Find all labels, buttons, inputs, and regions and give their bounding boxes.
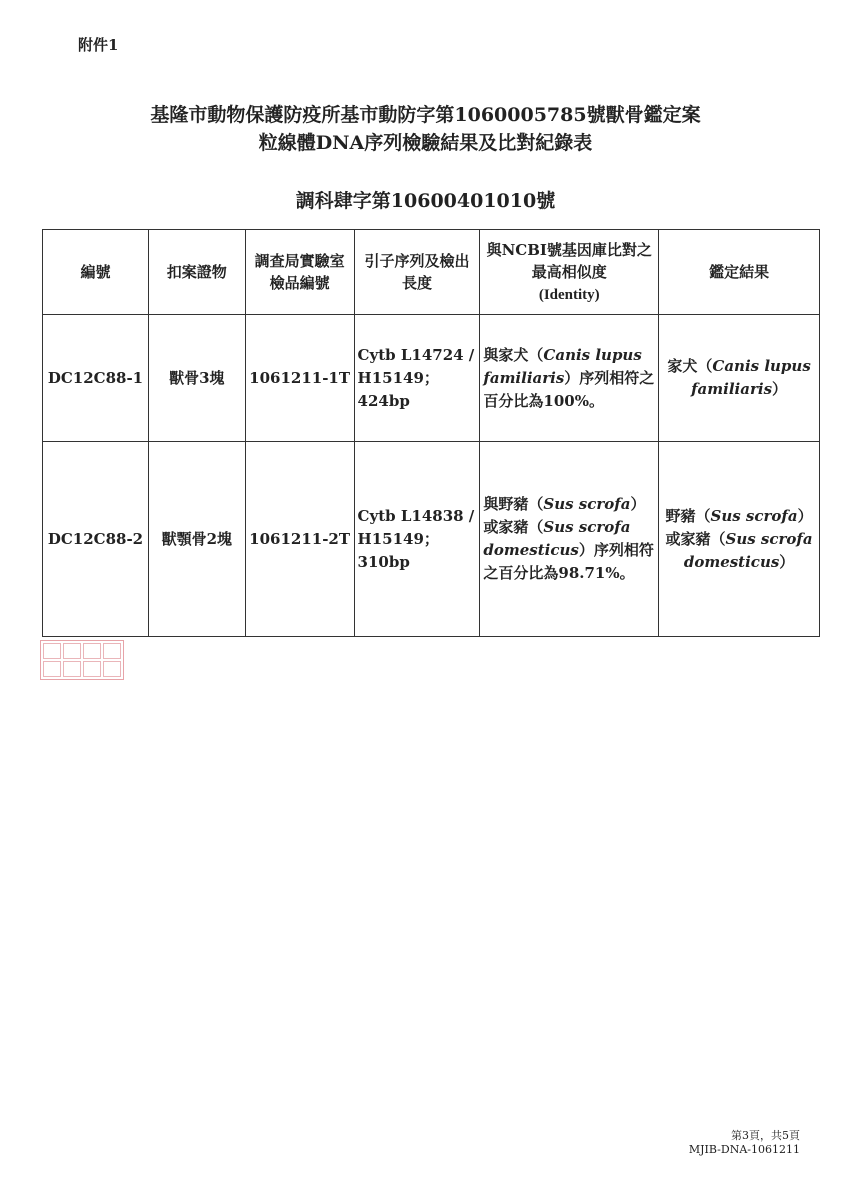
header-identity-sub: (Identity): [538, 286, 600, 303]
table-row: [43, 442, 820, 637]
header-lab-id: 調查局實驗室檢品編號: [245, 230, 354, 315]
result-text: 家犬（: [667, 357, 713, 375]
species-name: Sus scrofa: [543, 495, 631, 513]
header-result: 鑑定結果: [659, 230, 820, 315]
cell-primer: Cytb L14838 / H15149；310bp: [354, 442, 480, 637]
result-text: ）: [772, 380, 788, 398]
species-name: Canis lupus familiaris: [483, 345, 642, 387]
document-title-line2: 粒線體DNA序列檢驗結果及比對紀錄表: [258, 132, 593, 154]
identity-text: ）序列相符之百分比為100%。: [483, 368, 655, 410]
page-number: 第3頁，共5頁: [731, 1129, 800, 1142]
cell-lab-id: 1061211-1T: [245, 315, 354, 442]
result-text: ）: [779, 552, 795, 571]
cell-evidence: 獸顎骨2塊: [148, 442, 245, 637]
header-identity-text: 與NCBI號基因庫比對之最高相似度: [486, 240, 652, 281]
header-identity: [480, 230, 659, 315]
cell-id: DC12C88-1: [43, 315, 149, 442]
identity-text: 與野豬（: [483, 495, 544, 513]
header-id: 編號: [43, 230, 149, 315]
document-title-line1: 基隆市動物保護防疫所基市動防字第1060005785號獸骨鑑定案: [150, 104, 701, 126]
cell-primer: Cytb L14724 / H15149；424bp: [354, 315, 480, 442]
attachment-label: 附件1: [78, 36, 119, 54]
cell-lab-id: 1061211-2T: [245, 442, 354, 637]
species-name: Sus scrofa domesticus: [483, 518, 631, 559]
cell-result: [659, 442, 820, 637]
seal-stamp: [40, 640, 124, 680]
identity-text: 與家犬（: [483, 345, 544, 364]
results-table: [42, 229, 820, 637]
cell-evidence: 獸骨3塊: [148, 315, 245, 442]
cell-result: [659, 315, 820, 442]
identity-text: ）或家豬（: [483, 495, 646, 536]
header-evidence: 扣案證物: [148, 230, 245, 315]
document-id: MJIB-DNA-1061211: [688, 1143, 800, 1156]
case-number: 調科肆字第10600401010號: [295, 190, 556, 212]
table-header-row: [43, 230, 820, 315]
cell-identity: [480, 442, 659, 637]
cell-id: DC12C88-2: [43, 442, 149, 637]
result-text: 野豬（: [665, 506, 711, 525]
table-row: [43, 315, 820, 442]
species-name: Sus scrofa: [710, 506, 798, 525]
species-name: Sus scrofa domesticus: [683, 529, 813, 571]
header-primer: 引子序列及檢出長度: [354, 230, 480, 315]
species-name: Canis lupus familiaris: [691, 357, 811, 398]
cell-identity: [480, 315, 659, 442]
identity-text: ）序列相符之百分比為98.71%。: [483, 541, 654, 582]
result-text: ）或家豬（: [665, 506, 813, 548]
